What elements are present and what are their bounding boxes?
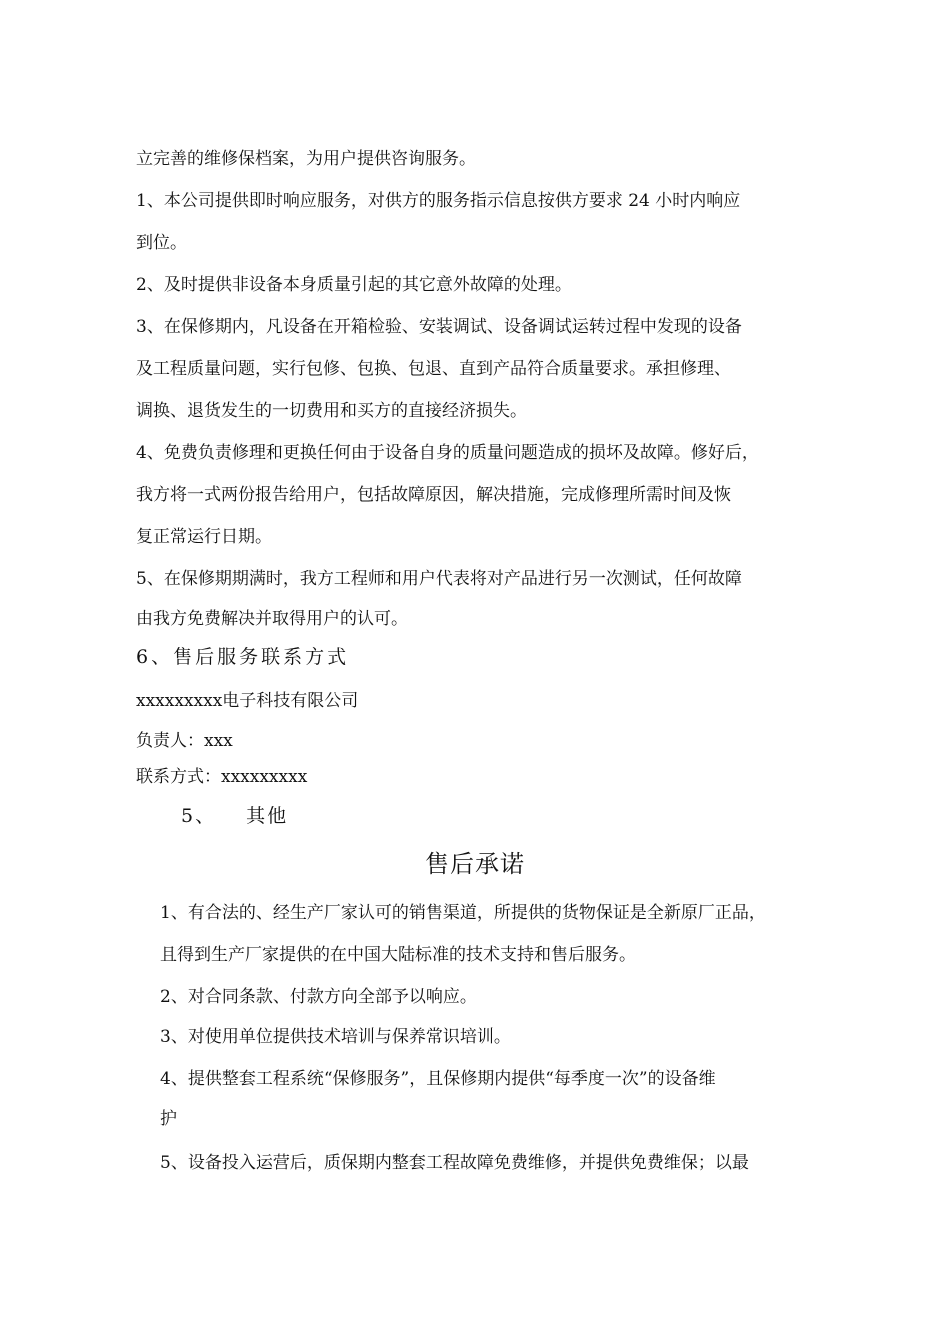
contact-heading: 6、售后服务联系方式: [136, 646, 350, 668]
paragraph-line: 复正常运行日期。: [136, 527, 272, 547]
contact-person: 负责人：xxx: [136, 731, 233, 751]
paragraph-line: 调换、退货发生的一切费用和买方的直接经济损失。: [136, 401, 527, 421]
paragraph-line: 到位。: [136, 233, 187, 253]
paragraph-line: 立完善的维修保档案，为用户提供咨询服务。: [136, 149, 476, 169]
paragraph-line: 及工程质量问题，实行包修、包换、包退、直到产品符合质量要求。承担修理、: [136, 359, 731, 379]
paragraph-line: 1、本公司提供即时响应服务，对供方的服务指示信息按供方要求 24 小时内响应: [136, 191, 741, 211]
commitment-line: 3、对使用单位提供技术培训与保养常识培训。: [160, 1027, 511, 1047]
commitment-line: 护: [160, 1109, 177, 1129]
company-name: xxxxxxxxx电子科技有限公司: [136, 691, 359, 711]
commitment-line: 2、对合同条款、付款方向全部予以响应。: [160, 987, 477, 1007]
section-heading: [181, 805, 288, 827]
paragraph-line: 由我方免费解决并取得用户的认可。: [136, 609, 408, 629]
commitment-line: 1、有合法的、经生产厂家认可的销售渠道，所提供的货物保证是全新原厂正品，: [160, 903, 766, 923]
contact-phone: 联系方式：xxxxxxxxx: [136, 767, 308, 787]
commitment-line: 5、设备投入运营后，质保期内整套工程故障免费维修，并提供免费维保；以最: [160, 1153, 749, 1173]
commitment-title: 售后承诺: [425, 850, 525, 878]
paragraph-line: 5、在保修期期满时，我方工程师和用户代表将对产品进行另一次测试，任何故障: [136, 569, 742, 589]
paragraph-line: 3、在保修期内，凡设备在开箱检验、安装调试、设备调试运转过程中发现的设备: [136, 317, 742, 337]
section-number: 5、: [181, 805, 217, 827]
paragraph-line: 2、及时提供非设备本身质量引起的其它意外故障的处理。: [136, 275, 572, 295]
commitment-line: 4、提供整套工程系统“保修服务”，且保修期内提供“每季度一次”的设备维: [160, 1069, 716, 1089]
commitment-line: 且得到生产厂家提供的在中国大陆标准的技术支持和售后服务。: [160, 945, 636, 965]
paragraph-line: 我方将一式两份报告给用户，包括故障原因，解决措施，完成修理所需时间及恢: [136, 485, 731, 505]
paragraph-line: 4、免费负责修理和更换任何由于设备自身的质量问题造成的损坏及故障。修好后，: [136, 443, 759, 463]
section-label: 其他: [246, 805, 289, 827]
